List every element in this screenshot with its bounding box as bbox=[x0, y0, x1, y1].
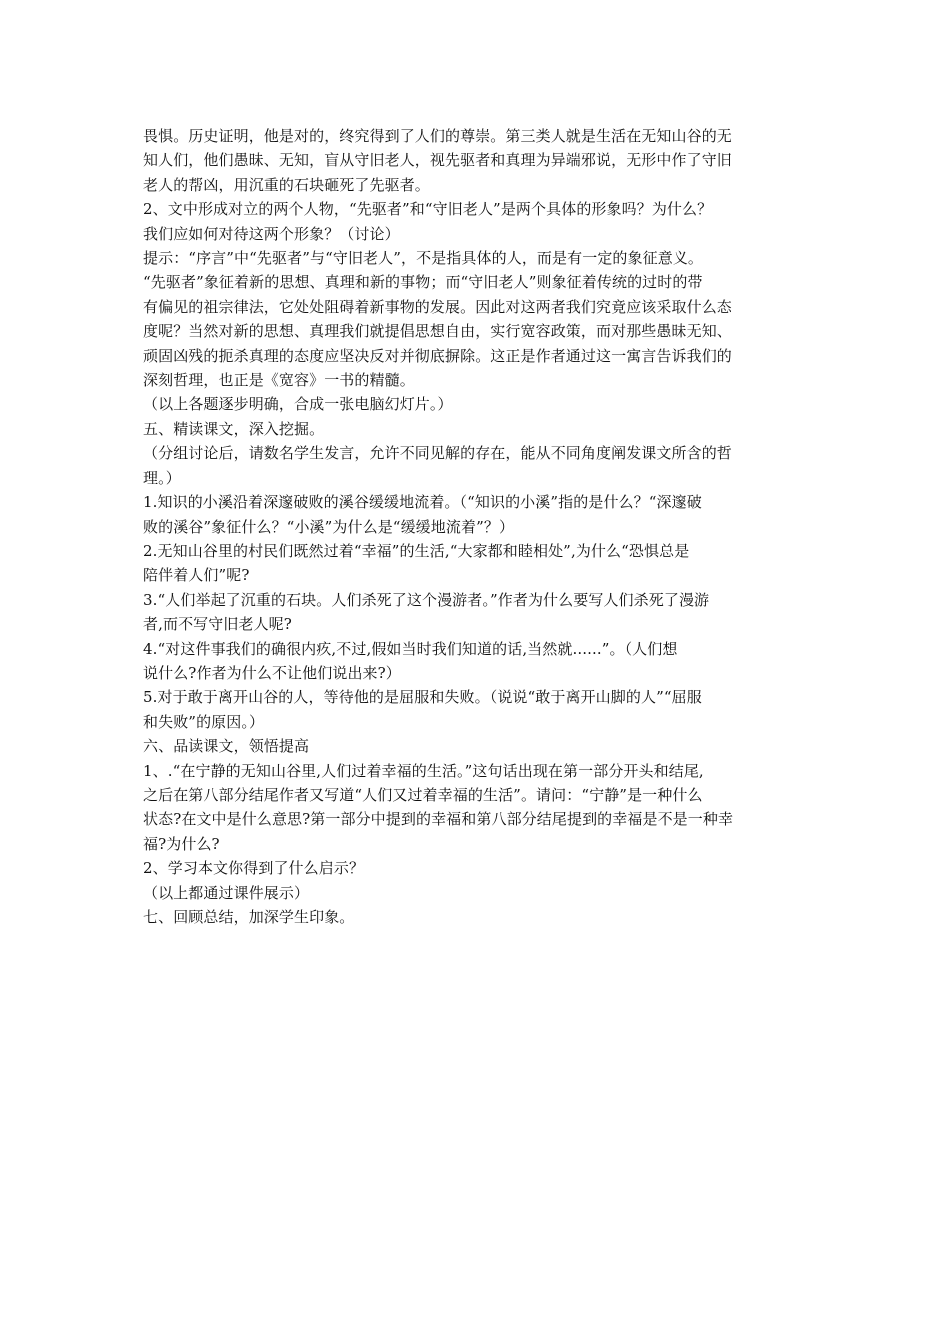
text-line: 我们应如何对待这两个形象？（讨论） bbox=[143, 224, 400, 243]
text-line: 深刻哲理，也正是《宽容》一书的精髓。 bbox=[143, 371, 415, 390]
section-heading-6: 六、品读课文，领悟提高 bbox=[143, 737, 310, 756]
text-line: 败的溪谷”象征什么？“小溪”为什么是“缓缓地流着”？） bbox=[143, 517, 515, 536]
question-item-3: 3.“人们举起了沉重的石块。人们杀死了这个漫游者。”作者为什么要写人们杀死了漫游 bbox=[143, 590, 710, 609]
text-line: 理。） bbox=[143, 468, 181, 487]
text-line: 说什么?作者为什么不让他们说出来?） bbox=[143, 663, 401, 682]
text-line: 状态?在文中是什么意思?第一部分中提到的幸福和第八部分结尾提到的幸福是不是一种幸 bbox=[143, 810, 734, 829]
text-line: 陪伴着人们”呢? bbox=[143, 566, 250, 585]
text-line: 福?为什么? bbox=[143, 834, 220, 853]
text-line: 顽固凶残的扼杀真理的态度应坚决反对并彻底摒除。这正是作者通过这一寓言告诉我们的 bbox=[143, 346, 732, 365]
question-item-2: 2.无知山谷里的村民们既然过着“幸福”的生活,“大家都和睦相处”,为什么“恐惧总是 bbox=[143, 541, 690, 560]
text-line: 畏惧。历史证明，他是对的，终究得到了人们的尊崇。第三类人就是生活在无知山谷的无 bbox=[143, 127, 732, 145]
text-line: 之后在第八部分结尾作者又写道“人们又过着幸福的生活”。请问：“宁静”是一种什么 bbox=[143, 785, 703, 804]
question-item-6-1: 1、.“在宁静的无知山谷里,人们过着幸福的生活。”这句话出现在第一部分开头和结尾, bbox=[143, 761, 704, 780]
text-line: “先驱者”象征着新的思想、真理和新的事物；而“守旧老人”则象征着传统的过时的带 bbox=[143, 273, 703, 292]
document-body bbox=[143, 124, 813, 929]
text-line: 知人们，他们愚昧、无知，盲从守旧老人，视先驱者和真理为异端邪说，无形中作了守旧 bbox=[143, 151, 732, 170]
text-line: 度呢？当然对新的思想、真理我们就提倡思想自由，实行宽容政策，而对那些愚昧无知、 bbox=[143, 322, 732, 341]
text-line: 和失败”的原因。） bbox=[143, 712, 265, 731]
question-item-5: 5.对于敢于离开山谷的人，等待他的是屈服和失败。（说说“敢于离开山脚的人”“屈服 bbox=[143, 688, 702, 707]
text-line: 有偏见的祖宗律法，它处处阻碍着新事物的发展。因此对这两者我们究竟应该采取什么态 bbox=[143, 297, 732, 316]
section-heading-7: 七、回顾总结，加深学生印象。 bbox=[143, 908, 355, 926]
question-item-6-2: 2、学习本文你得到了什么启示？ bbox=[143, 859, 365, 878]
note-line: （以上都通过课件展示） bbox=[143, 883, 310, 902]
section-heading-5: 五、精读课文，深入挖掘。 bbox=[143, 419, 325, 438]
text-line: 者,而不写守旧老人呢? bbox=[143, 615, 292, 634]
question-item-1: 1.知识的小溪沿着深邃破败的溪谷缓缓地流着。（“知识的小溪”指的是什么？“深邃破 bbox=[143, 493, 702, 512]
text-line: 老人的帮凶，用沉重的石块砸死了先驱者。 bbox=[143, 175, 430, 194]
note-line: （以上各题逐步明确，合成一张电脑幻灯片。） bbox=[143, 395, 453, 414]
text-line: （分组讨论后，请数名学生发言，允许不同见解的存在，能从不同角度阐发课文所含的哲 bbox=[143, 444, 732, 463]
question-2: 2、文中形成对立的两个人物，“先驱者”和“守旧老人”是两个具体的形象吗？为什么？ bbox=[143, 200, 713, 219]
hint-paragraph: 提示：“序言”中“先驱者”与“守旧老人”，不是指具体的人，而是有一定的象征意义。 bbox=[143, 249, 704, 268]
question-item-4: 4.“对这件事我们的确很内疚,不过,假如当时我们知道的话,当然就......”。（人们想 bbox=[143, 639, 678, 658]
